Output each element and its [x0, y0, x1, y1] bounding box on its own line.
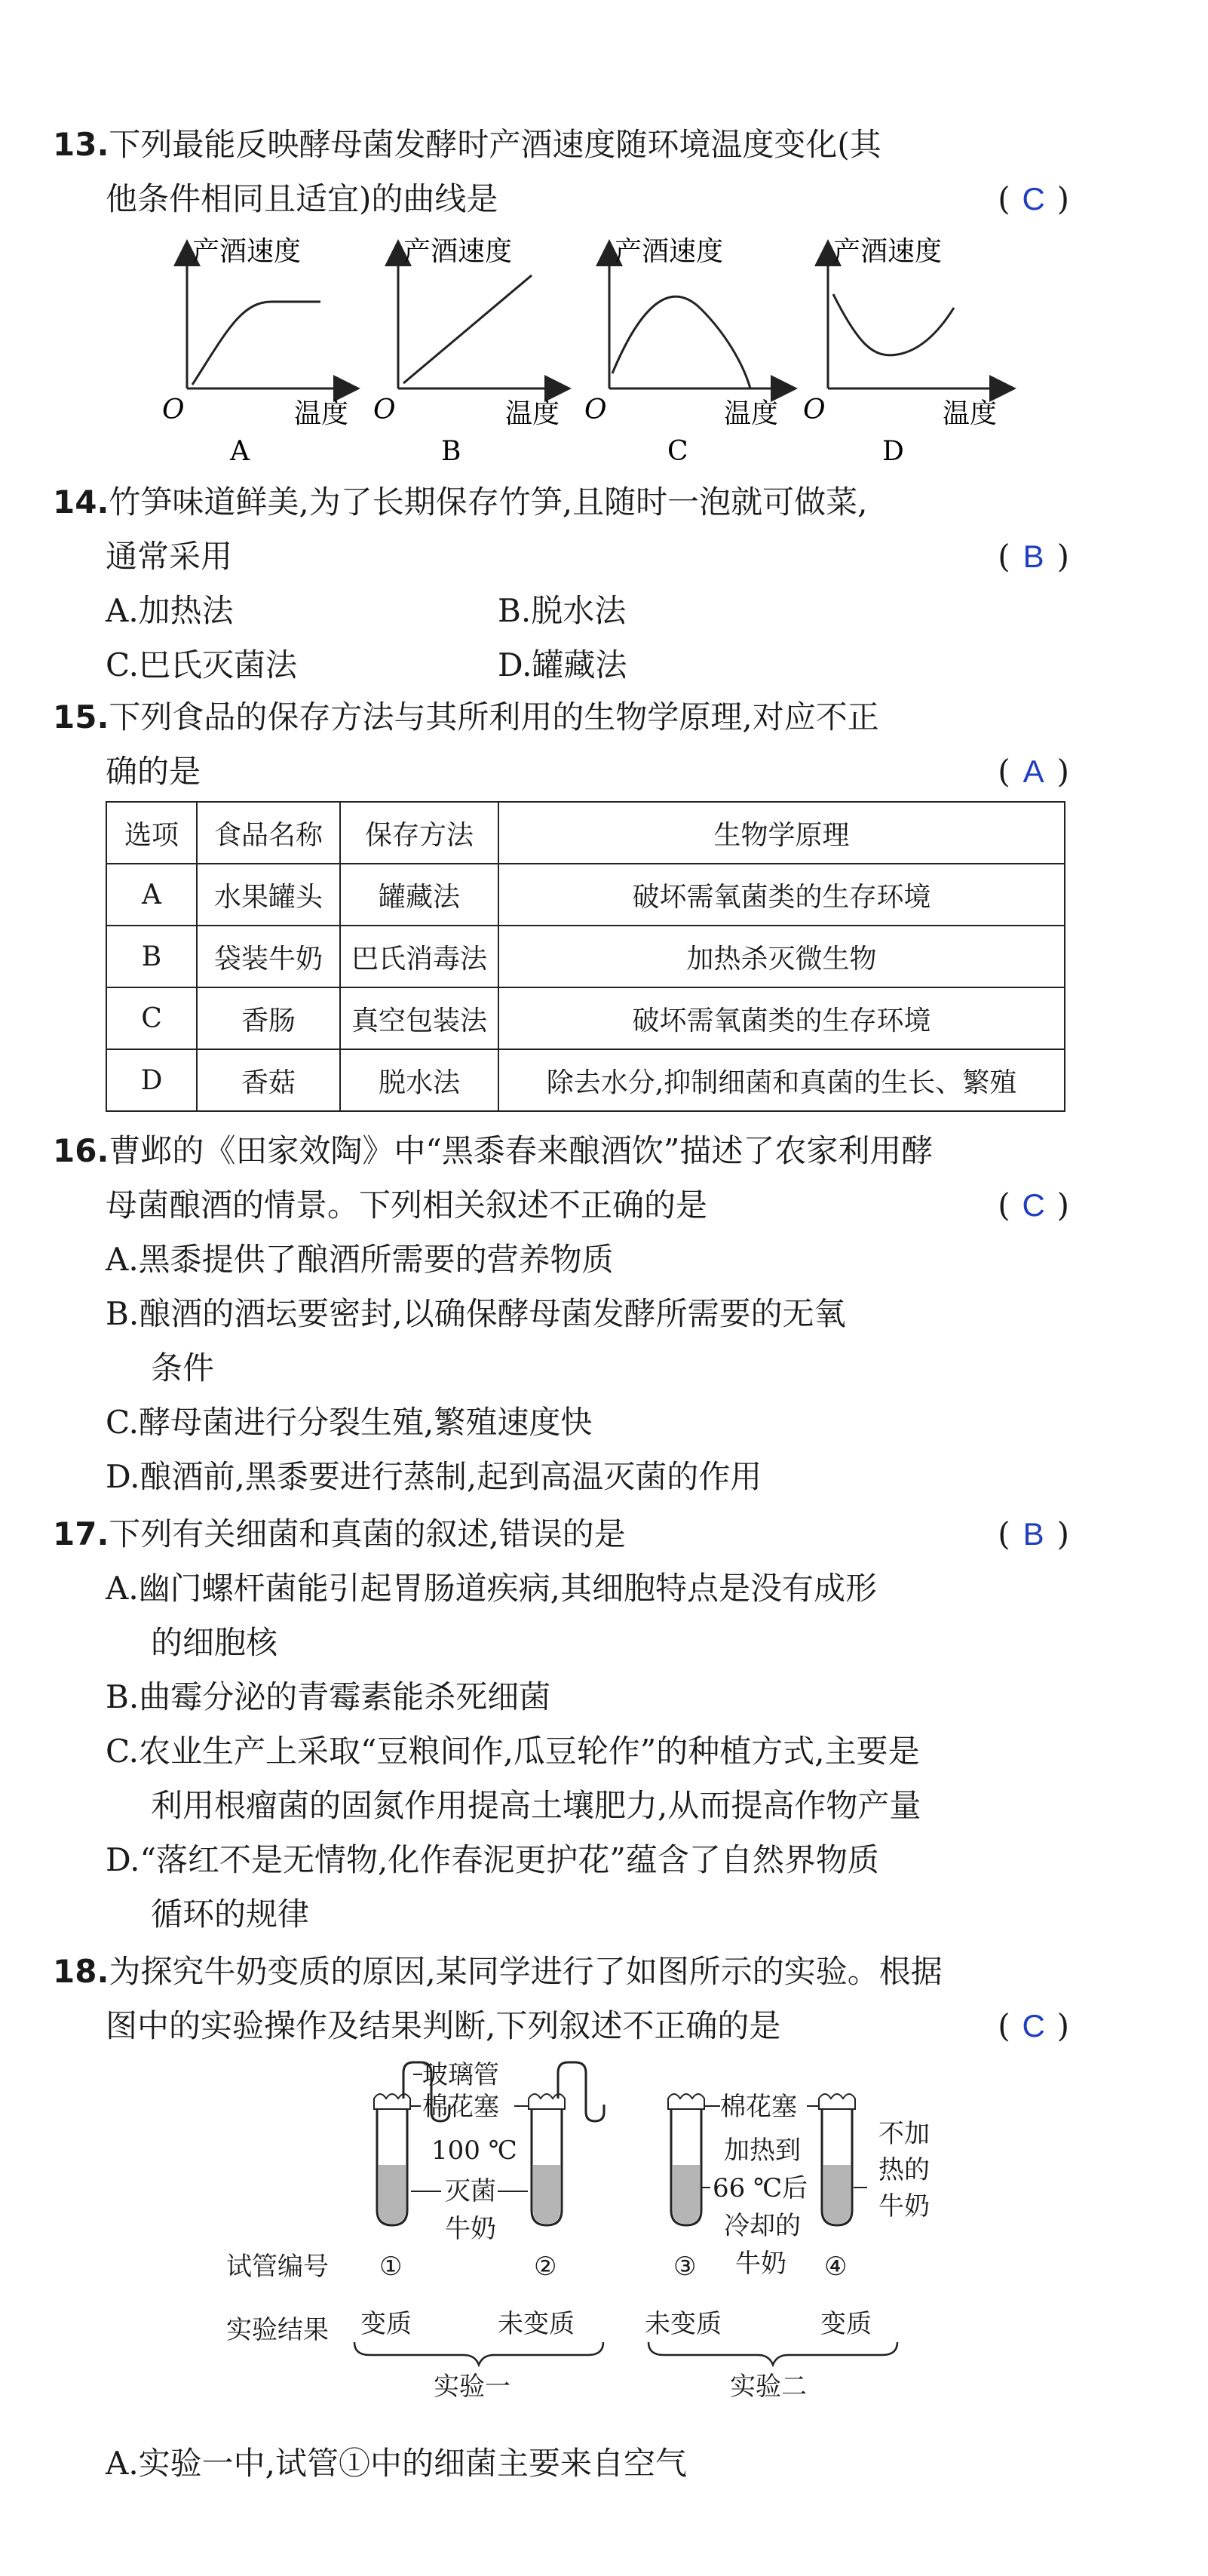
graph-c-curve: [612, 296, 750, 388]
label-heat-4: 牛奶: [735, 2249, 786, 2279]
table-cell: 真空包装法: [340, 987, 498, 1049]
table-cell: D: [106, 1049, 197, 1111]
q13-number: 13.: [53, 126, 109, 163]
question-16: 16.曹邺的《田家效陶》中“黑黍春来酿酒饮”描述了农家利用酵 母菌酿酒的情景。下列相关叙述不正确的是 ( C ) A.黑黍提供了酿酒所需要的营养物质 B.酿酒的酒坛要密封,以确保酵母菌发酵所需要的无氧 条件 C.酵母菌进行分裂生殖,繁殖速度快 D.酿酒前,黑黍要进行蒸制,起到高温灭菌的作用: [53, 1124, 1071, 1504]
table-row: [106, 864, 1065, 926]
tube-2: [529, 2062, 604, 2225]
q17-option-d: D.“落红不是无情物,化作春泥更护花”蕴含了自然界物质: [106, 1841, 879, 1878]
graph-a-label: A: [230, 436, 250, 467]
graph-d-xlabel: 温度: [943, 398, 998, 429]
q16-option-c: C.酵母菌进行分裂生殖,繁殖速度快: [106, 1404, 593, 1441]
q14-option-d: D.罐藏法: [498, 646, 627, 683]
q15-number: 15.: [53, 698, 109, 735]
q15-table: [106, 801, 1065, 1112]
label-sterile: 灭菌: [445, 2176, 496, 2206]
graph-b-origin: O: [373, 395, 396, 425]
graph-c-label: C: [667, 436, 688, 467]
table-header: 保存方法: [340, 802, 498, 864]
table-cell: B: [106, 926, 197, 987]
graph-b: [373, 236, 560, 467]
q13-graphs: [0, 226, 1208, 475]
table-row: [106, 987, 1065, 1049]
label-noheat-1: 不加: [878, 2119, 930, 2149]
graph-b-curve: [403, 275, 532, 383]
question-17: 17.下列有关细菌和真菌的叙述,错误的是 ( B ) A.幽门螺杆菌能引起胃肠道疾病,其细胞特点是没有成形 的细胞核 B.曲霉分泌的青霉素能杀死细菌 C.农业生产上采取“豆粮间作,瓜豆轮作”的种植方式,主要是 利用根瘤菌的固氮作用提高土壤肥力,从而提高作物产量 D.“落红不是无情物,化作春泥更护花”蕴含了自然界物质 循环的规律: [53, 1507, 1071, 1942]
tube-number-1: ①: [379, 2252, 403, 2282]
q16-answer: ( C ): [998, 1187, 1071, 1224]
experiment-1-label: 实验一: [434, 2372, 510, 2402]
graph-c-xlabel: 温度: [724, 398, 779, 429]
q14-number: 14.: [53, 484, 109, 520]
q17-option-c: C.农业生产上采取“豆粮间作,瓜豆轮作”的种植方式,主要是: [106, 1733, 920, 1770]
graph-a-ylabel: 产酒速度: [192, 236, 302, 267]
q14-option-c: C.巴氏灭菌法: [106, 646, 297, 683]
graph-c-ylabel: 产酒速度: [615, 236, 724, 267]
graph-d-label: D: [882, 436, 904, 467]
q14-option-a: A.加热法: [106, 592, 234, 629]
question-14: 14.竹笋味道鲜美,为了长期保存竹笋,且随时一泡就可做菜, 通常采用 ( B ) A.加热法 B.脱水法 C.巴氏灭菌法 D.罐藏法: [53, 475, 1071, 692]
result-3: 未变质: [645, 2309, 722, 2339]
graph-d-curve: [833, 294, 954, 355]
experiment-2-label: 实验二: [730, 2372, 807, 2402]
tube-3: [668, 2094, 704, 2225]
result-4: 变质: [820, 2309, 872, 2339]
table-cell: 香菇: [197, 1049, 340, 1111]
tube-number-4: ④: [824, 2252, 848, 2282]
label-heat-2: 66 ℃后: [713, 2173, 808, 2203]
q17-option-a: A.幽门螺杆菌能引起胃肠道疾病,其细胞特点是没有成形: [106, 1570, 878, 1607]
q14-answer: ( B ): [998, 538, 1071, 575]
result-1: 变质: [360, 2309, 412, 2339]
graph-c-origin: O: [584, 395, 607, 425]
graph-a-curve: [192, 302, 320, 385]
q14-option-b: B.脱水法: [498, 592, 627, 629]
q16-option-b: B.酿酒的酒坛要密封,以确保酵母菌发酵所需要的无氧: [106, 1295, 846, 1332]
question-18: 18.为探究牛奶变质的原因,某同学进行了如图所示的实验。根据 图中的实验操作及结果判断,下列叙述不正确的是 ( C ): [53, 1945, 1071, 2053]
q14-options-row1: [53, 584, 1071, 638]
q18-number: 18.: [53, 1953, 109, 1990]
cotton-plug-icon: [374, 2094, 410, 2109]
table-row: [106, 926, 1065, 987]
q17-option-c-cont: 利用根瘤菌的固氮作用提高土壤肥力,从而提高作物产量: [151, 1787, 921, 1824]
table-cell: 香肠: [197, 987, 340, 1049]
table-cell: 罐藏法: [340, 864, 498, 926]
question-15: 15.下列食品的保存方法与其所利用的生物学原理,对应不正 确的是 ( A ): [53, 690, 1071, 799]
result-label: 实验结果: [226, 2315, 329, 2345]
table-cell: C: [106, 987, 197, 1049]
graph-b-label: B: [441, 436, 461, 467]
table-header: 食品名称: [197, 802, 340, 864]
label-noheat-3: 牛奶: [878, 2191, 930, 2221]
question-18-options: [53, 2436, 1071, 2491]
q16-option-b-cont: 条件: [151, 1349, 215, 1386]
result-2: 未变质: [498, 2309, 575, 2339]
label-noheat-2: 热的: [878, 2155, 930, 2185]
table-cell: A: [106, 864, 197, 926]
table-row: [106, 1049, 1065, 1111]
q18-experiment-diagram: [0, 2059, 1208, 2421]
tube-number-3: ③: [673, 2252, 697, 2282]
tube-4: [819, 2094, 855, 2225]
table-cell: 脱水法: [340, 1049, 498, 1111]
q18-option-a: A.实验一中,试管①中的细菌主要来自空气: [106, 2445, 688, 2482]
table-header: 生物学原理: [498, 802, 1065, 864]
table-cell: 破坏需氧菌类的生存环境: [498, 987, 1065, 1049]
graph-d-origin: O: [803, 395, 826, 425]
table-cell: 袋装牛奶: [197, 926, 340, 987]
label-temp: 100 ℃: [431, 2135, 517, 2166]
graph-d-ylabel: 产酒速度: [833, 236, 943, 267]
q18-answer: ( C ): [998, 2007, 1071, 2044]
q13-answer: ( C ): [998, 180, 1071, 217]
label-cotton-plug-2: 棉花塞: [720, 2092, 797, 2122]
label-cotton-plug-1: 棉花塞: [422, 2092, 499, 2122]
table-cell: 水果罐头: [197, 864, 340, 926]
tube-number-2: ②: [534, 2252, 557, 2282]
q16-number: 16.: [53, 1132, 109, 1169]
brace-experiment-1: [354, 2342, 603, 2365]
label-heat-1: 加热到: [724, 2135, 801, 2166]
q16-option-d: D.酿酒前,黑黍要进行蒸制,起到高温灭菌的作用: [106, 1458, 762, 1495]
q16-option-a: A.黑黍提供了酿酒所需要的营养物质: [106, 1241, 614, 1278]
graph-a-origin: O: [162, 395, 185, 425]
q17-option-a-cont: 的细胞核: [151, 1624, 278, 1661]
question-13: [53, 118, 1071, 226]
label-heat-3: 冷却的: [724, 2211, 801, 2241]
label-glass-tube: 玻璃管: [422, 2060, 499, 2090]
label-milk-1: 牛奶: [445, 2214, 496, 2244]
table-header: 选项: [106, 802, 197, 864]
table-cell: 巴氏消毒法: [340, 926, 498, 987]
graph-b-ylabel: 产酒速度: [403, 236, 513, 267]
q17-number: 17.: [53, 1515, 109, 1552]
table-header-row: [106, 802, 1065, 864]
table-cell: 破坏需氧菌类的生存环境: [498, 864, 1065, 926]
table-cell: 加热杀灭微生物: [498, 926, 1065, 987]
q13-line2: 他条件相同且适宜)的曲线是 ( C ): [53, 172, 1071, 226]
q14-options-row2: [53, 638, 1071, 692]
q17-option-b: B.曲霉分泌的青霉素能杀死细菌: [106, 1678, 551, 1715]
graph-a-xlabel: 温度: [294, 398, 349, 429]
q17-answer: ( B ): [998, 1515, 1071, 1552]
graph-d: [803, 236, 1003, 467]
q17-option-d-cont: 循环的规律: [151, 1896, 310, 1933]
graph-b-xlabel: 温度: [505, 398, 560, 429]
brace-experiment-2: [648, 2342, 897, 2365]
tube-number-label: 试管编号: [226, 2252, 329, 2282]
table-cell: 除去水分,抑制细菌和真菌的生长、繁殖: [498, 1049, 1065, 1111]
q13-line1: 13.下列最能反映酵母菌发酵时产酒速度随环境温度变化(其: [53, 126, 881, 163]
graph-c: [584, 236, 784, 467]
q15-answer: ( A ): [998, 753, 1071, 790]
graph-a: [162, 236, 348, 467]
